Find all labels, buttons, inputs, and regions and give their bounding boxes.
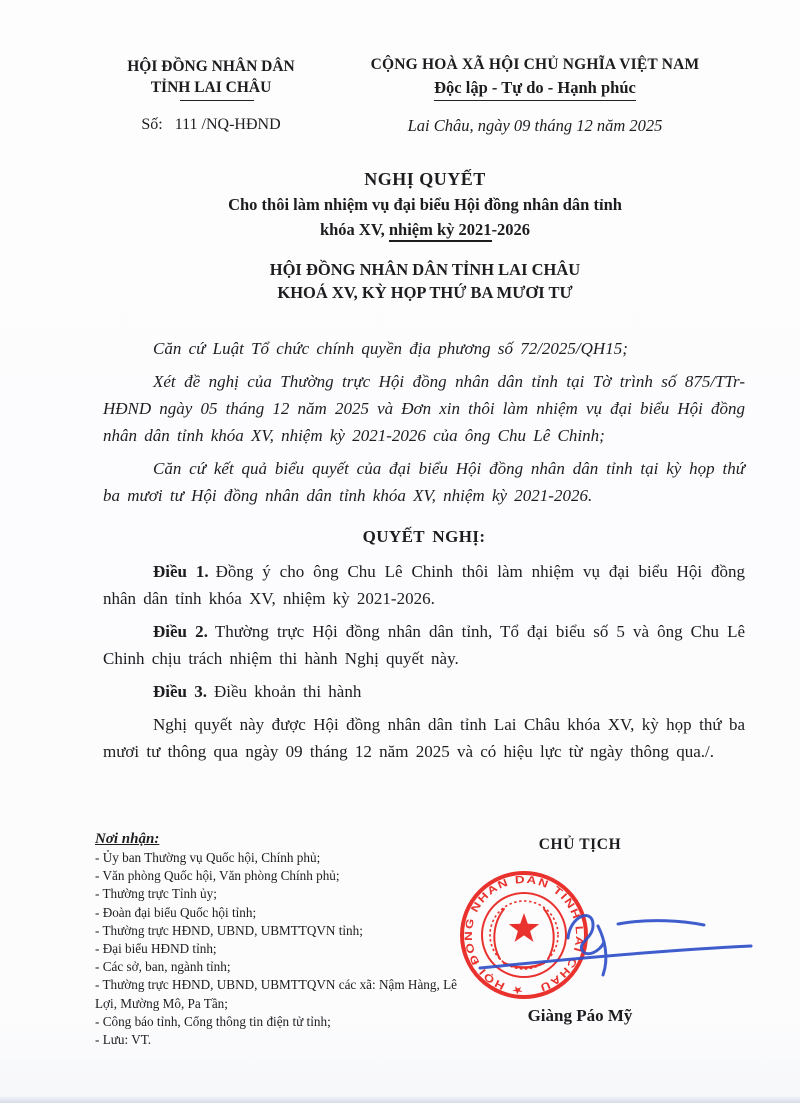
article-2: [103, 618, 745, 672]
recipient-item: - Đoàn đại biểu Quốc hội tỉnh;: [95, 904, 257, 920]
signer-name: Giàng Páo Mỹ: [527, 1006, 633, 1025]
article-1-label: Điều 1.: [153, 562, 209, 581]
scan-edge-shadow: [0, 1096, 800, 1103]
recipient-item: - Công báo tỉnh, Cổng thông tin điện tử tỉnh;: [95, 1013, 331, 1029]
seal-ring-text: ★ HỘI ĐỒNG NHÂN DÂN TỈNH LAI CHÂU: [462, 873, 586, 997]
article-2-text: Thường trực Hội đồng nhân dân tỉnh, Tổ đại biểu số 5 và ông Chu Lê Chinh chịu trách nhiệm thi hành Nghị quyết này.: [103, 622, 746, 668]
recipient-item: - Ủy ban Thường vụ Quốc hội, Chính phủ;: [95, 850, 321, 865]
handwritten-signature: [468, 898, 768, 983]
national-motto-line2: Độc lập - Tự do - Hạnh phúc: [434, 78, 636, 101]
preamble-paragraph: Xét đề nghị của Thường trực Hội đồng nhân dân tỉnh tại Tờ trình số 875/TTr-HĐND ngày 05 tháng 12 năm 2025 và Đơn xin thôi làm nhiệm vụ đại biểu Hội đồng nhân dân tỉnh khóa XV, nhiệm kỳ 2021-2026 của ông Chu Lê Chinh;: [103, 372, 745, 445]
closing-paragraph: Nghị quyết này được Hội đồng nhân dân tỉnh Lai Châu khóa XV, kỳ họp thứ ba mươi tư thông qua ngày 09 tháng 12 năm 2025 và có hiệu lực từ ngày thông qua./.: [103, 715, 745, 761]
subject-term-pre: khóa XV,: [319, 220, 389, 239]
recipients-block: [95, 830, 460, 1049]
recipient-item: - Thường trực Tỉnh ủy;: [95, 886, 217, 902]
recipient-item: - Thường trực HĐND, UBND, UBMTTQVN tỉnh;: [95, 922, 363, 938]
deciding-authority-line2: KHOÁ XV, KỲ HỌP THỨ BA MƯƠI TƯ: [277, 283, 573, 302]
recipient-item: - Thường trực HĐND, UBND, UBMTTQVN các xã: Nậm Hàng, Lê Lợi, Mường Mô, Pa Tần;: [95, 977, 457, 1011]
issuing-authority-name: HỘI ĐỒNG NHÂN DÂN: [127, 58, 295, 75]
national-motto-line2-wrap: [352, 78, 718, 101]
national-motto-block: [352, 54, 718, 136]
document-subject-line1: Cho thôi làm nhiệm vụ đại biểu Hội đồng nhân dân tỉnh: [228, 195, 622, 214]
article-3-text: Điều khoản thi hành: [214, 682, 362, 701]
document-number: Số: 111 /NQ-HĐND: [141, 116, 281, 133]
document-body: [103, 335, 745, 765]
signer-title: CHỦ TỊCH: [538, 836, 622, 853]
signature-loop-stroke: [568, 916, 604, 954]
subject-term-post: -2026: [491, 220, 531, 239]
subject-term-underlined: nhiệm kỳ 2021: [389, 220, 492, 242]
recipient-item: - Lưu: VT.: [95, 1032, 152, 1048]
document-subject-line2: [85, 219, 765, 241]
recipient-item: - Các sở, ban, ngành tỉnh;: [95, 959, 231, 975]
signature-upper-flourish: [618, 921, 704, 925]
article-3: [103, 678, 745, 705]
signature-lower-flourish: [480, 946, 751, 968]
recipients-label: Nơi nhận:: [95, 831, 160, 847]
deciding-authority-line1: HỘI ĐỒNG NHÂN DÂN TỈNH LAI CHÂU: [269, 260, 581, 279]
resolve-heading: QUYẾT NGHỊ:: [362, 527, 486, 546]
issuing-authority-province: TỈNH LAI CHÂU: [150, 79, 272, 96]
place-and-date-line: Lai Châu, ngày 09 tháng 12 năm 2025: [407, 116, 663, 135]
recipient-item: - Văn phòng Quốc hội, Văn phòng Chính phủ;: [95, 868, 340, 884]
article-3-label: Điều 3.: [153, 682, 207, 701]
deciding-authority-block: [85, 258, 765, 304]
preamble-paragraph: Căn cứ kết quả biểu quyết của đại biểu Hội đồng nhân dân tỉnh tại kỳ họp thứ ba mươi tư Hội đồng nhân dân tỉnh khóa XV, nhiệm kỳ 2021-2026.: [103, 459, 745, 505]
preamble-paragraph: Căn cứ Luật Tổ chức chính quyền địa phương số 72/2025/QH15;: [153, 339, 628, 358]
letterhead-rule: [180, 100, 254, 101]
title-block: [85, 168, 765, 241]
document-type-title: NGHỊ QUYẾT: [364, 169, 486, 189]
national-motto-line1: CỘNG HOÀ XÃ HỘI CHỦ NGHĨA VIỆT NAM: [370, 56, 700, 73]
article-2-label: Điều 2.: [153, 622, 208, 641]
recipient-item: - Đại biểu HĐND tỉnh;: [95, 941, 217, 957]
issuing-authority-block: [60, 56, 362, 134]
article-1: [103, 558, 745, 612]
article-1-text: Đồng ý cho ông Chu Lê Chinh thôi làm nhiệm vụ đại biểu Hội đồng nhân dân tỉnh khóa XV, nhiệm kỳ 2021-2026.: [103, 562, 745, 608]
